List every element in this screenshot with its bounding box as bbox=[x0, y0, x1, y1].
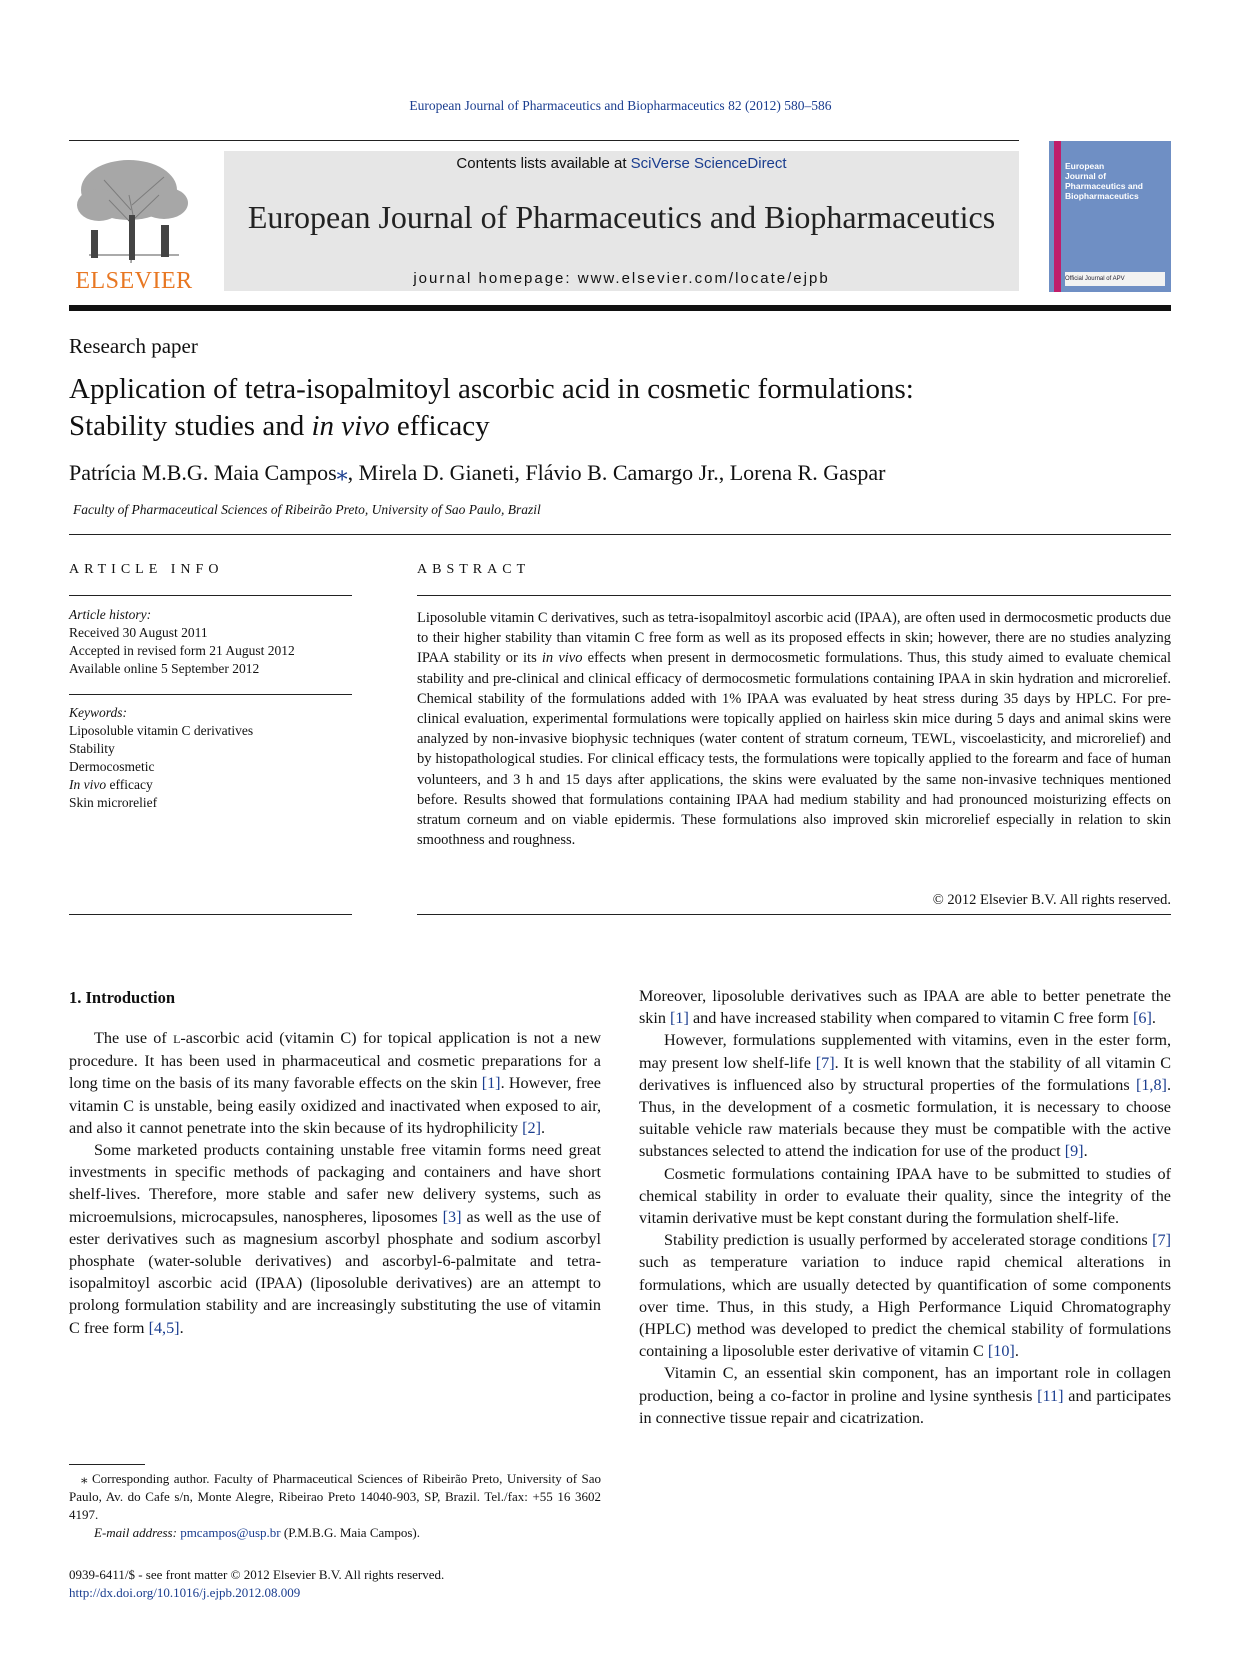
keyword-italic: In vivo bbox=[69, 777, 107, 792]
title-rule bbox=[69, 534, 1171, 535]
text: and have increased stability when compared to vitamin C free form bbox=[688, 1009, 1134, 1028]
title-text: Stability studies and bbox=[69, 410, 312, 442]
text: . bbox=[179, 1318, 184, 1337]
keyword bbox=[69, 776, 352, 794]
citation-link[interactable]: [10] bbox=[987, 1342, 1015, 1361]
journal-title: European Journal of Pharmaceutics and Biopharmaceutics bbox=[247, 199, 996, 235]
keywords-rule bbox=[69, 694, 352, 695]
text: . However, free vitamin C is unstable, being easily oxidized and inactivated when exposed to air, and also it cannot penetrate into the skin because of its hydrophilicity bbox=[69, 1074, 601, 1137]
text: Some marketed products containing unstable free vitamin forms need great investments in specific methods of packaging and containers and have short shelf-lives. Therefore, more stable and safer new delivery systems, such as microemulsions, microcapsules, nanospheres, liposomes bbox=[69, 1141, 601, 1226]
small-caps-l: L bbox=[173, 1032, 181, 1046]
citation-link[interactable]: [2] bbox=[522, 1118, 542, 1137]
keywords bbox=[69, 704, 352, 812]
author-names: , Mirela D. Gianeti, Flávio B. Camargo Jr., Lorena R. Gaspar bbox=[347, 460, 886, 485]
article-info-bottom-rule bbox=[69, 914, 352, 915]
text: . bbox=[1083, 1142, 1088, 1161]
paragraph: Cosmetic formulations containing IPAA have to be submitted to studies of chemical stability in order to evaluate their quality, since the integrity of the vitamin derivative must be kept constant during the formulation shelf-life. bbox=[639, 1164, 1171, 1228]
footnote-rule bbox=[69, 1464, 145, 1465]
doi-link[interactable]: http://dx.doi.org/10.1016/j.ejpb.2012.08.009 bbox=[69, 1585, 301, 1600]
body-column-right bbox=[639, 985, 1171, 1429]
journal-banner bbox=[224, 151, 1019, 291]
received-date: Received 30 August 2011 bbox=[69, 625, 208, 640]
article-info-heading: ARTICLE INFO bbox=[69, 562, 224, 577]
text: . bbox=[541, 1118, 546, 1137]
title-text: efficacy bbox=[389, 410, 490, 442]
citation-link[interactable]: [1,8] bbox=[1135, 1075, 1167, 1094]
corresponding-author-mark[interactable]: ⁎ bbox=[336, 460, 348, 485]
citation-link[interactable]: [4,5] bbox=[148, 1318, 180, 1337]
text: Moreover, liposoluble derivatives such as IPAA are able to better penetrate the skin bbox=[639, 987, 1171, 1028]
issn-line: 0939-6411/$ - see front matter © 2012 Elsevier B.V. All rights reserved. bbox=[69, 1567, 445, 1582]
cover-title-line: European bbox=[1065, 161, 1105, 171]
author-list bbox=[69, 460, 1169, 486]
sciencedirect-link[interactable]: SciVerse ScienceDirect bbox=[630, 155, 787, 172]
text: Stability prediction is usually performed by accelerated storage conditions bbox=[664, 1231, 1153, 1250]
footnote-email bbox=[69, 1524, 601, 1542]
text: . bbox=[1014, 1342, 1019, 1361]
text: -ascorbic acid (vitamin C) for topical application is not a new procedure. It has been used in pharmaceutical and cosmetic preparations for a long time on the basis of its many favorable effects on the skin bbox=[69, 1029, 602, 1093]
elsevier-wordmark: ELSEVIER bbox=[75, 268, 193, 294]
author-name: Patrícia M.B.G. Maia Campos bbox=[69, 460, 337, 485]
citation-link[interactable]: [1] bbox=[670, 1009, 689, 1028]
running-header[interactable]: European Journal of Pharmaceutics and Biopharmaceutics 82 (2012) 580–586 bbox=[409, 98, 832, 113]
abstract-rule bbox=[417, 595, 1171, 596]
citation-link[interactable]: [6] bbox=[1133, 1009, 1152, 1028]
abstract-part: Liposoluble vitamin C derivatives, such as tetra-isopalmitoyl ascorbic acid (IPAA), are often used in dermocosmetic products due to their higher stability than vitamin C free form as well as its proposed effects in skin; however, there are no studies analyzing IPAA stability or its bbox=[417, 610, 1171, 667]
body-column-left bbox=[69, 1027, 601, 1339]
abstract-text bbox=[417, 608, 1171, 850]
citation-link[interactable]: [7] bbox=[1152, 1231, 1171, 1250]
text: Vitamin C, an essential skin component, has an important role in collagen production, being a co-factor in proline and lysine synthesis bbox=[639, 1364, 1171, 1405]
email-link[interactable]: pmcampos@usp.br bbox=[180, 1525, 281, 1540]
title-line-1: Application of tetra-isopalmitoyl ascorbic acid in cosmetic formulations: bbox=[69, 373, 914, 405]
citation-link[interactable]: [3] bbox=[442, 1207, 462, 1226]
text: . It is well known that the stability of all vitamin C derivatives is influenced also by structural properties of the formulations bbox=[639, 1053, 1171, 1094]
abstract-heading: ABSTRACT bbox=[417, 562, 531, 577]
paragraph bbox=[69, 1027, 601, 1139]
citation-link[interactable]: [9] bbox=[1064, 1142, 1084, 1161]
keyword: Stability bbox=[69, 741, 115, 756]
text: However, formulations supplemented with vitamins, even in the ester form, may present low shelf-life bbox=[639, 1031, 1171, 1072]
cover-stripe bbox=[1054, 141, 1061, 292]
paragraph bbox=[639, 1362, 1171, 1429]
cover-title-line: Pharmaceutics and bbox=[1065, 181, 1143, 191]
cover-footer: Official Journal of APV bbox=[1065, 272, 1165, 286]
footnote-mark: ⁎ bbox=[81, 1471, 88, 1486]
paragraph bbox=[639, 1029, 1171, 1162]
article-info-rule bbox=[69, 595, 352, 596]
text: as well as the use of ester derivatives such as magnesium ascorbyl phosphate and sodium ascorbyl phosphate (water-soluble derivatives) and ascorbyl-6-palmitate and tetra-isopalmitoyl ascorbic acid (IPAA) (liposoluble derivatives) are an attempt to prolong formulation stability and are increasingly substituting the use of vitamin C free form bbox=[69, 1207, 601, 1337]
journal-cover-image bbox=[1049, 141, 1171, 292]
text: such as temperature variation to induce rapid chemical alterations in formulations, which are usually detected by quantification of some components over time. Thus, in this study, a High Performance Liquid Chromatography (HPLC) method was developed to predict the chemical stability of formulations containing a liposoluble ester derivative of vitamin C bbox=[639, 1253, 1171, 1361]
masthead-rule bbox=[69, 305, 1171, 311]
online-date: Available online 5 September 2012 bbox=[69, 661, 260, 676]
text: and participates in connective tissue repair and cicatrization. bbox=[639, 1386, 1171, 1427]
cover-title bbox=[1065, 161, 1167, 201]
title-line-2 bbox=[69, 408, 1169, 445]
history-label: Article history: bbox=[69, 607, 152, 622]
abstract-copyright: © 2012 Elsevier B.V. All rights reserved. bbox=[932, 892, 1171, 908]
cover-title-line: Biopharmaceutics bbox=[1065, 191, 1139, 201]
front-matter bbox=[69, 1566, 669, 1602]
abstract-italic: in vivo bbox=[541, 650, 583, 667]
contents-prefix: Contents lists available at bbox=[456, 155, 631, 172]
keyword: Skin microrelief bbox=[69, 795, 158, 810]
email-owner: (P.M.B.G. Maia Campos). bbox=[280, 1525, 421, 1540]
paragraph bbox=[639, 985, 1171, 1029]
email-label: E-mail address: bbox=[94, 1525, 181, 1540]
keyword: Liposoluble vitamin C derivatives bbox=[69, 723, 254, 738]
article-history bbox=[69, 606, 352, 678]
text: . bbox=[1151, 1009, 1156, 1028]
title-italic: in vivo bbox=[311, 410, 390, 442]
keyword-text: efficacy bbox=[106, 777, 153, 792]
text: The use of bbox=[94, 1029, 174, 1047]
citation-link[interactable]: [1] bbox=[481, 1074, 501, 1093]
footnote-text bbox=[69, 1470, 601, 1524]
contents-line bbox=[224, 155, 1019, 172]
article-title bbox=[69, 371, 1169, 445]
cover-title-line: Journal of bbox=[1065, 171, 1107, 181]
header-rule bbox=[69, 140, 1019, 141]
affiliation: Faculty of Pharmaceutical Sciences of Ribeirão Preto, University of Sao Paulo, Brazil bbox=[73, 502, 541, 517]
corresponding-author-footnote bbox=[69, 1470, 601, 1542]
paragraph bbox=[69, 1139, 601, 1339]
article-type: Research paper bbox=[69, 334, 198, 358]
keywords-label: Keywords: bbox=[69, 705, 127, 720]
journal-homepage[interactable]: journal homepage: www.elsevier.com/locate/ejpb bbox=[413, 270, 830, 287]
citation-link[interactable]: [11] bbox=[1037, 1386, 1064, 1405]
citation-link[interactable]: [7] bbox=[815, 1053, 835, 1072]
paragraph bbox=[639, 1229, 1171, 1362]
abstract-bottom-rule bbox=[417, 914, 1171, 915]
footnote-body: Corresponding author. Faculty of Pharmaceutical Sciences of Ribeirão Preto, University of Sao Paulo, Av. do Cafe s/n, Monte Alegre, Ribeirao Preto 14040-903, SP, Brazil. Tel./fax: +55 16 3602 4197. bbox=[69, 1471, 601, 1522]
abstract-part: effects when present in dermocosmetic formulations. Thus, this study aimed to evaluate chemical stability and pre-clinical and clinical efficacy of dermocosmetic formulations containing IPAA in skin hydration and microrelief. Chemical stability of the formulations added with 1% IPAA was evaluated by heat stress during 35 days by HPLC. For pre-clinical evaluation, experimental formulations were topically applied on hairless skin mice during 5 days and animal skins were analyzed by non-invasive biophysic techniques (water content of stratum corneum, TEWL, viscoelasticity, and microrelief) and by histopathological studies. For clinical efficacy tests, the formulations were topically applied to the forearm and face of human volunteers, and 3 h and 15 days after applications, the skins were evaluated by the same non-invasive techniques mentioned before. Results showed that formulations containing IPAA had medium stability and had pronounced moisturizing effects on stratum corneum and on viable epidermis. These formulations also improved skin microrelief especially in relation to skin smoothness and roughness. bbox=[417, 650, 1171, 849]
text: . Thus, in the development of a cosmetic formulation, it is necessary to choose suitable vehicle raw materials because they must be compatible with the active substances selected to attend the indication for use of the product bbox=[639, 1075, 1171, 1161]
accepted-date: Accepted in revised form 21 August 2012 bbox=[69, 643, 295, 658]
keyword: Dermocosmetic bbox=[69, 759, 155, 774]
section-heading-introduction: 1. Introduction bbox=[69, 988, 176, 1007]
